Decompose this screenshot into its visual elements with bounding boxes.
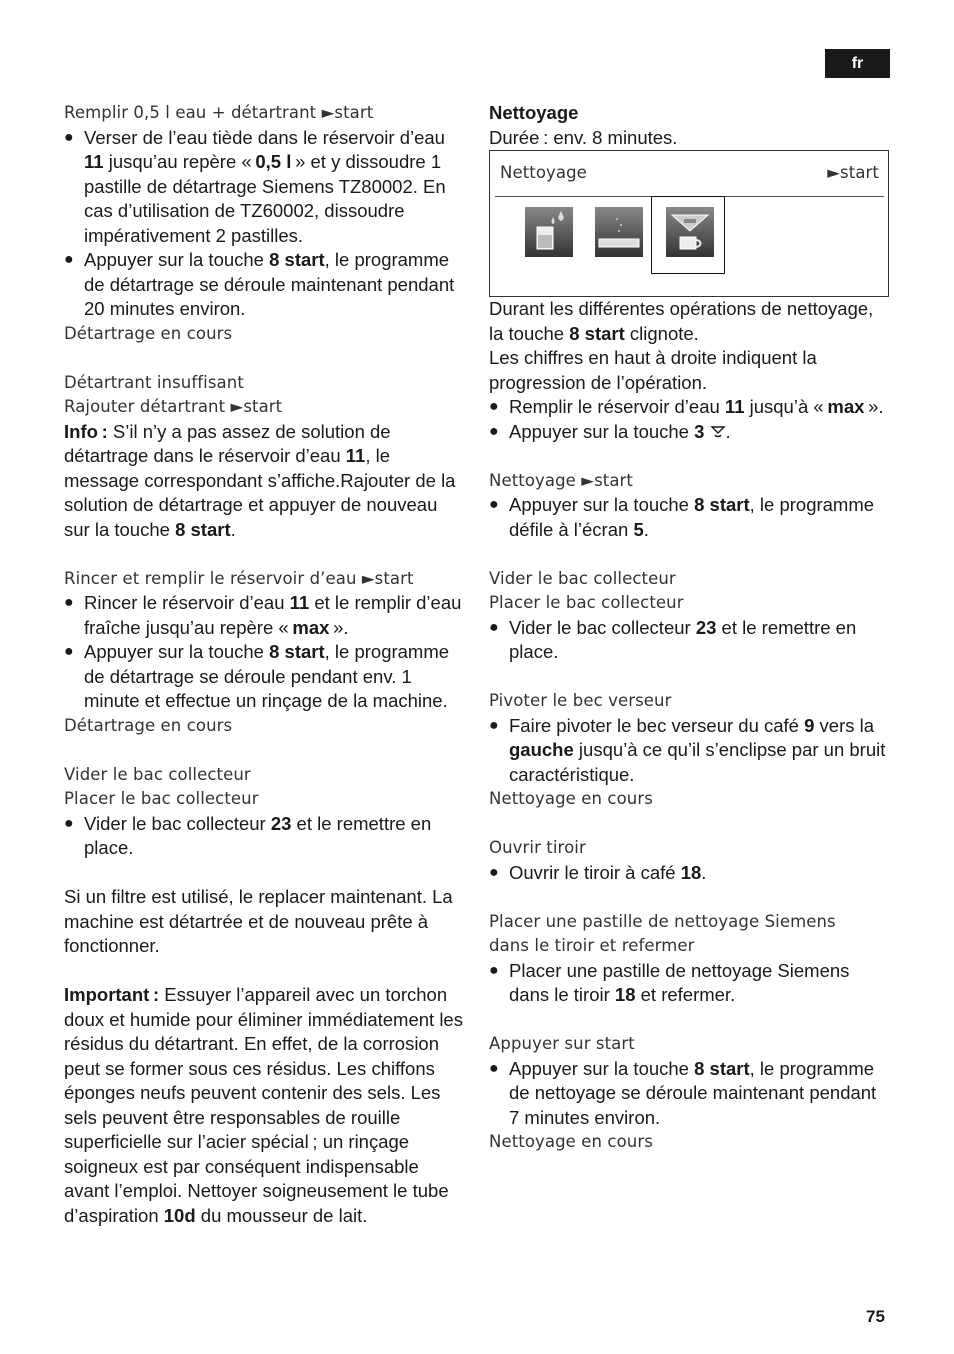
display-msg: Remplir 0,5 l eau + détartrant ►start xyxy=(64,103,374,122)
status-msg: Détartrage en cours xyxy=(64,323,233,343)
display-msg: Vider le bac collecteur xyxy=(64,764,251,784)
list-item: ● Appuyer sur la touche 8 start, le programme de nettoyage se déroule maintenant pendant 7 minutes environ. xyxy=(489,1057,889,1131)
screen-action: ►start xyxy=(827,163,879,183)
language-tab xyxy=(825,49,890,78)
list-item: ● Rincer le réservoir d’eau 11 et le remplir d’eau fraîche jusqu’au repère « max ». xyxy=(64,591,466,640)
list-item: ● Ouvrir le tiroir à café 18. xyxy=(489,861,889,886)
list-item: ● Appuyer sur la touche 8 start, le programme de détartrage se déroule maintenant pendant 20 minutes environ. xyxy=(64,248,466,322)
left-column xyxy=(64,101,466,1228)
display-msg: Vider le bac collecteur xyxy=(489,568,676,588)
section-title: Nettoyage xyxy=(489,102,579,123)
instruction-list xyxy=(64,126,466,322)
instruction-list xyxy=(489,395,889,444)
display-msg: Détartrant insuffisant xyxy=(64,372,244,392)
status-msg: Nettoyage en cours xyxy=(489,1132,653,1151)
display-msg: Appuyer sur start xyxy=(489,1034,635,1053)
list-item: ● Placer une pastille de nettoyage Siemens dans le tiroir 18 et refermer. xyxy=(489,959,889,1008)
display-msg: dans le tiroir et refermer xyxy=(489,936,695,955)
paragraph: Les chiffres en haut à droite indiquent la progression de l’opération. xyxy=(489,347,817,393)
list-item: ● Appuyer sur la touche 8 start, le programme défile à l’écran 5. xyxy=(489,493,889,542)
display-screen xyxy=(489,150,889,297)
instruction-list xyxy=(489,714,889,788)
drip-tray-icon xyxy=(595,207,643,257)
list-item: ● Remplir le réservoir d’eau 11 jusqu’à « max ». xyxy=(489,395,889,420)
instruction-list xyxy=(489,861,889,886)
instruction-list xyxy=(489,1057,889,1131)
screen-header xyxy=(495,151,884,197)
instruction-list xyxy=(64,591,466,714)
coffee-tablet-cup-icon xyxy=(666,207,714,257)
display-msg: Placer le bac collecteur xyxy=(489,593,684,612)
right-column xyxy=(489,101,889,1155)
instruction-list xyxy=(489,493,889,542)
water-drop-glass-icon xyxy=(525,207,573,257)
list-item: ● Appuyer sur la touche 3 . xyxy=(489,420,889,445)
display-msg: Rajouter détartrant ►start xyxy=(64,397,283,416)
display-msg: Ouvrir tiroir xyxy=(489,838,586,857)
display-msg: Placer une pastille de nettoyage Siemens xyxy=(489,911,836,931)
important-paragraph: Important : Essuyer l’appareil avec un torchon doux et humide pour éliminer immédiatement les résidus du détartrant. En effet, de la corrosion peut se former sous ces résidus. Les chiffons éponges neufs peuvent contenir des sels. Les sels peuvent être responsables de rouille superficielle sur l’acier spécial ; un rinçage soigneux est par conséquent indispensable avant l’emploi. Nettoyer soigneusement le tube d’aspiration 10d du mousseur de lait. xyxy=(64,984,463,1226)
paragraph: Durant les différentes opérations de nettoyage, la touche 8 start clignote. xyxy=(489,298,874,344)
list-item: ● Vider le bac collecteur 23 et le remettre en place. xyxy=(489,616,889,665)
duration-text: Durée : env. 8 minutes. xyxy=(489,126,678,148)
page-number: 75 xyxy=(866,1307,885,1326)
language-label: fr xyxy=(851,54,864,72)
display-msg: Pivoter le bec verseur xyxy=(489,691,672,710)
list-item: ● Verser de l’eau tiède dans le réservoir d’eau 11 jusqu’au repère « 0,5 l » et y dissoudre 1 pastille de détartrage Siemens TZ80002. En cas d’utilisation de TZ60002, dissoudre impérativement 2 pastilles. xyxy=(64,126,466,249)
display-msg: Placer le bac collecteur xyxy=(64,789,259,808)
status-msg: Détartrage en cours xyxy=(64,715,233,735)
display-msg: Nettoyage ►start xyxy=(489,470,633,490)
info-paragraph: Info : S’il n’y a pas assez de solution de détartrage dans le réservoir d’eau 11, le message correspondant s’affiche.Rajouter de la solution de détartrage et appuyer de nouveau sur la touche 8 start. xyxy=(64,420,456,540)
display-msg: Rincer et remplir le réservoir d’eau ►start xyxy=(64,568,414,588)
clean-symbol-icon xyxy=(710,421,726,442)
screen-label: Nettoyage xyxy=(500,163,587,183)
instruction-list xyxy=(64,812,466,861)
status-msg: Nettoyage en cours xyxy=(489,789,653,808)
list-item: ● Vider le bac collecteur 23 et le remettre en place. xyxy=(64,812,466,861)
paragraph: Si un filtre est utilisé, le replacer maintenant. La machine est détartrée et de nouveau prête à fonctionner. xyxy=(64,886,453,956)
instruction-list xyxy=(489,616,889,665)
list-item: ● Appuyer sur la touche 8 start, le programme de détartrage se déroule pendant env. 1 minute et effectue un rinçage de la machine. xyxy=(64,640,466,714)
list-item: ● Faire pivoter le bec verseur du café 9 vers la gauche jusqu’à ce qu’il s’enclipse par un bruit caractéristique. xyxy=(489,714,889,788)
instruction-list xyxy=(489,959,889,1008)
